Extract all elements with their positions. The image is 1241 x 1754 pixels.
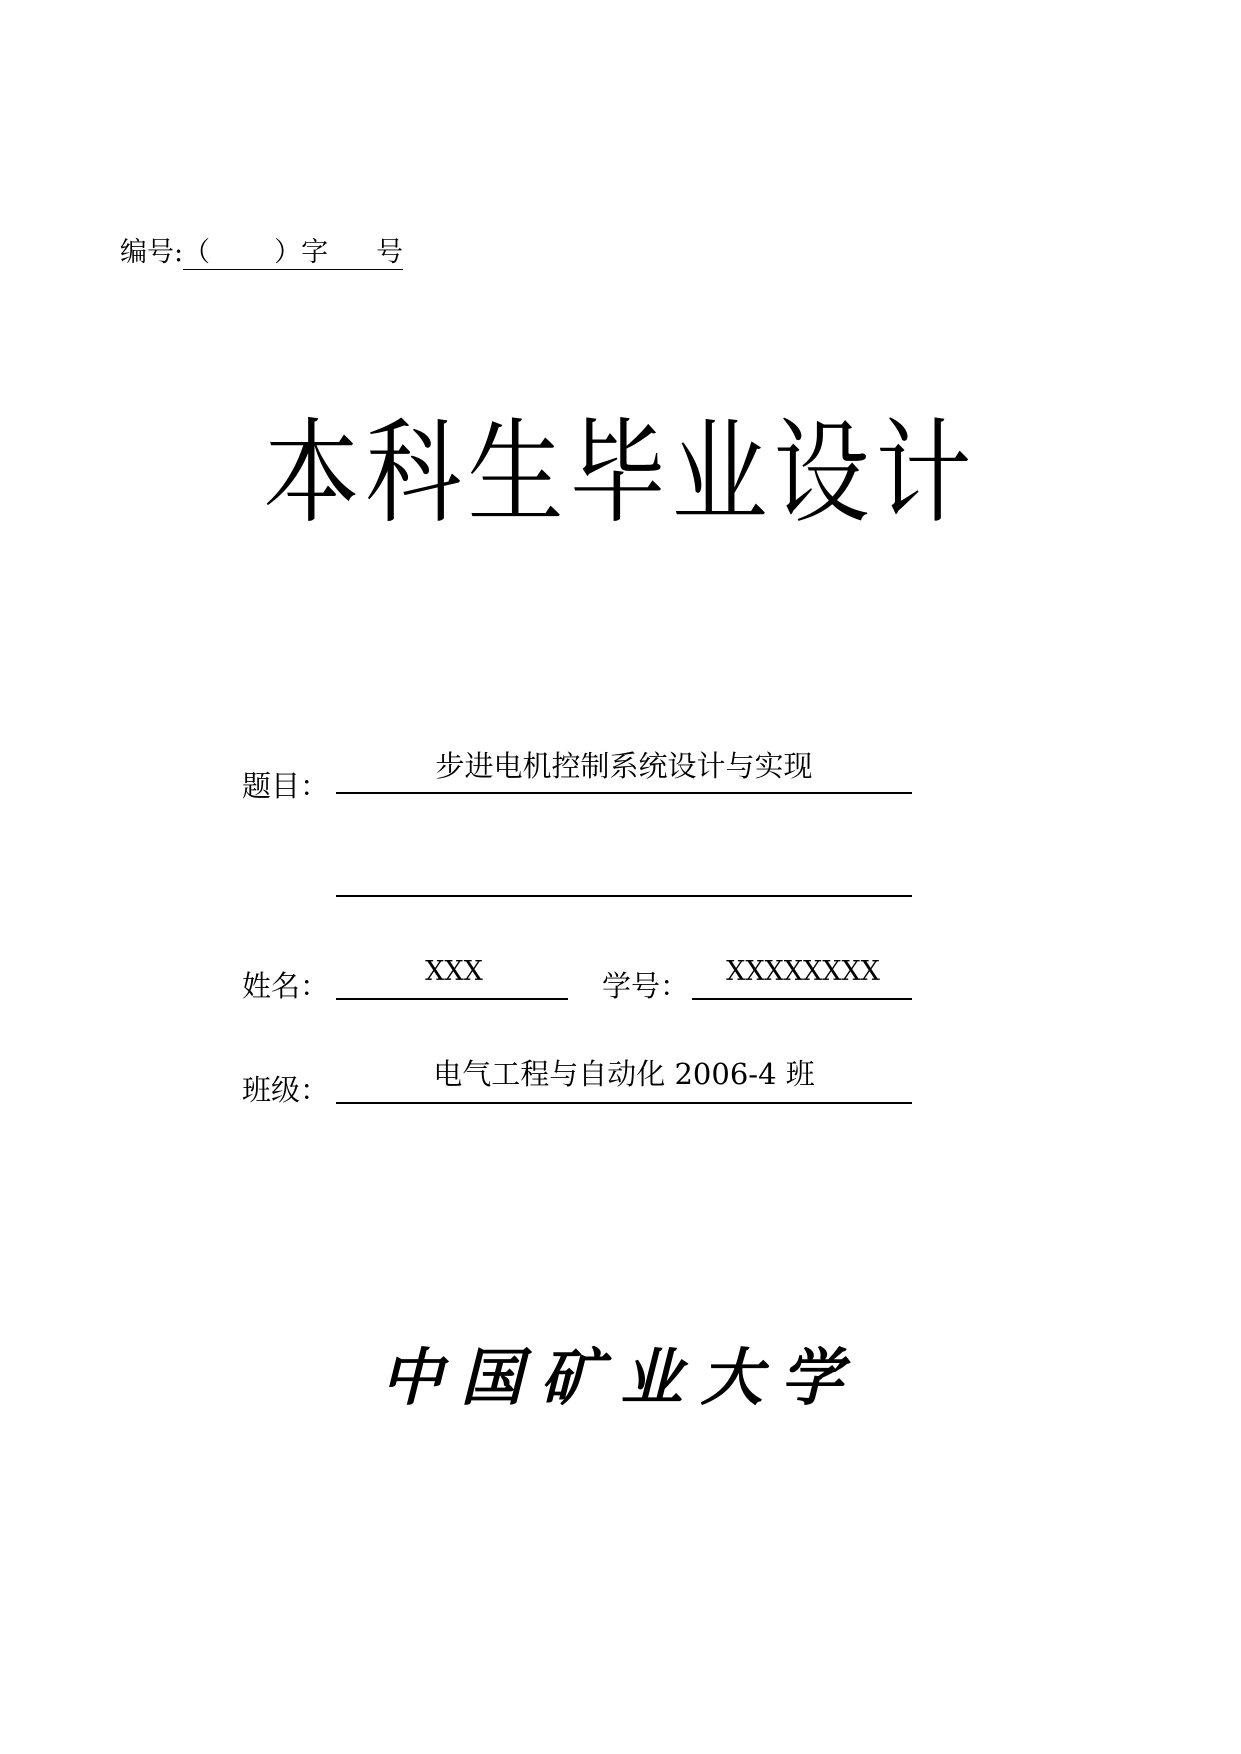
class-underline (336, 1102, 912, 1104)
class-label: 班级： (242, 1073, 330, 1107)
serial-open-paren: （ (183, 237, 211, 268)
serial-label: 编号: (120, 237, 184, 268)
topic-label: 题目： (242, 769, 330, 803)
student-id-underline (692, 998, 912, 1000)
university-name: 中国矿业大学 (380, 1341, 861, 1414)
topic-value: 步进电机控制系统设计与实现 (435, 749, 813, 783)
name-value: XXX (425, 956, 483, 987)
name-label: 姓名： (242, 969, 330, 1003)
serial-number-line (120, 236, 403, 270)
serial-close-paren: ）字 (274, 237, 329, 268)
name-underline (336, 998, 568, 1000)
student-id-value: XXXXXXXX (726, 956, 880, 987)
student-id-label: 学号： (602, 969, 690, 1003)
serial-underlined (183, 237, 403, 270)
page-title: 本科生毕业设计 (263, 406, 978, 539)
topic-underline-1 (336, 792, 912, 794)
topic-underline-2 (336, 895, 912, 897)
class-value: 电气工程与自动化 2006-4 班 (433, 1057, 815, 1091)
serial-suffix: 号 (376, 237, 404, 268)
